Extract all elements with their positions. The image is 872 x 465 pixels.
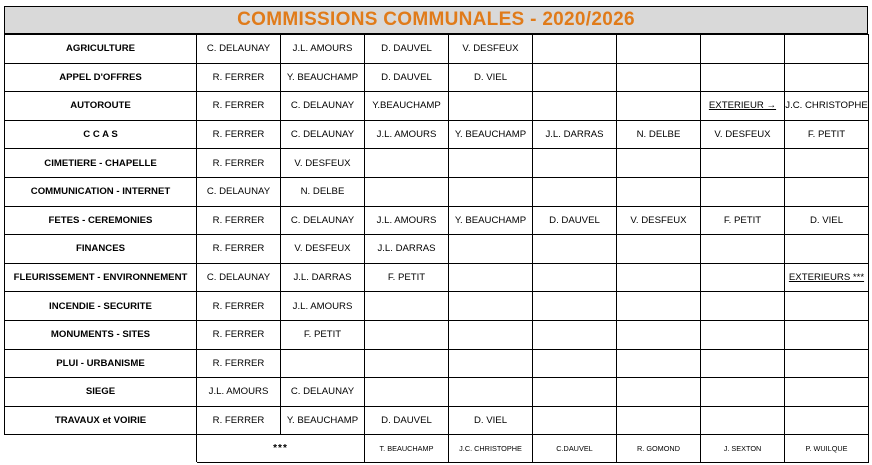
- member-cell: [701, 177, 785, 206]
- member-cell: [617, 263, 701, 292]
- table-row: [5, 120, 869, 149]
- member-cell: [785, 406, 869, 435]
- member-cell: [617, 320, 701, 349]
- member-cell: [533, 349, 617, 378]
- commission-name: TRAVAUX et VOIRIE: [5, 406, 197, 435]
- member-cell: [281, 349, 365, 378]
- member-cell: [533, 378, 617, 407]
- table-row: [5, 378, 869, 407]
- member-cell: R. FERRER: [197, 406, 281, 435]
- member-cell: [701, 63, 785, 92]
- member-cell: D. VIEL: [449, 406, 533, 435]
- member-cell: [533, 177, 617, 206]
- member-cell: Y. BEAUCHAMP: [281, 63, 365, 92]
- member-cell: N. DELBE: [281, 177, 365, 206]
- external-member: C.DAUVEL: [533, 435, 617, 463]
- member-cell: D. DAUVEL: [365, 406, 449, 435]
- member-cell: [617, 63, 701, 92]
- commission-name: FETES - CEREMONIES: [5, 206, 197, 235]
- member-cell: [785, 292, 869, 321]
- member-cell: [617, 92, 701, 121]
- table-row: [5, 292, 869, 321]
- commission-name: PLUI - URBANISME: [5, 349, 197, 378]
- member-cell: [533, 235, 617, 264]
- member-cell: [785, 349, 869, 378]
- member-cell: R. FERRER: [197, 149, 281, 178]
- member-cell: [533, 149, 617, 178]
- member-cell: C. DELAUNAY: [281, 120, 365, 149]
- member-cell: [365, 292, 449, 321]
- member-cell: J.L. AMOURS: [281, 292, 365, 321]
- member-cell: [785, 177, 869, 206]
- commission-name: COMMUNICATION - INTERNET: [5, 177, 197, 206]
- commission-name: APPEL D'OFFRES: [5, 63, 197, 92]
- commission-name: CIMETIERE - CHAPELLE: [5, 149, 197, 178]
- member-cell: EXTERIEURS ***: [785, 263, 869, 292]
- member-cell: [533, 63, 617, 92]
- member-cell: D. VIEL: [449, 63, 533, 92]
- member-cell: C. DELAUNAY: [197, 35, 281, 64]
- member-cell: [365, 149, 449, 178]
- member-cell: [701, 149, 785, 178]
- member-cell: EXTERIEUR →: [701, 92, 785, 121]
- table-row: [5, 235, 869, 264]
- member-cell: [365, 177, 449, 206]
- member-cell: J.L. AMOURS: [281, 35, 365, 64]
- member-cell: J.L. AMOURS: [365, 206, 449, 235]
- commissions-sheet: [4, 6, 868, 463]
- member-cell: [617, 349, 701, 378]
- table-row: [5, 92, 869, 121]
- member-cell: [701, 378, 785, 407]
- member-cell: R. FERRER: [197, 206, 281, 235]
- member-cell: V. DESFEUX: [281, 149, 365, 178]
- member-cell: [701, 263, 785, 292]
- member-cell: F. PETIT: [701, 206, 785, 235]
- member-cell: J.C. CHRISTOPHE: [785, 92, 869, 121]
- table-row: [5, 349, 869, 378]
- member-cell: [449, 349, 533, 378]
- member-cell: [365, 378, 449, 407]
- member-cell: [449, 235, 533, 264]
- table-row: [5, 149, 869, 178]
- member-cell: [785, 149, 869, 178]
- member-cell: [617, 35, 701, 64]
- commission-name: AUTOROUTE: [5, 92, 197, 121]
- member-cell: [785, 235, 869, 264]
- member-cell: [701, 349, 785, 378]
- member-cell: [617, 406, 701, 435]
- member-cell: D. VIEL: [785, 206, 869, 235]
- member-cell: J.L. DARRAS: [533, 120, 617, 149]
- member-cell: [617, 292, 701, 321]
- external-member: P. WUILQUE: [785, 435, 869, 463]
- member-cell: [701, 292, 785, 321]
- member-cell: [701, 406, 785, 435]
- commission-name: MONUMENTS - SITES: [5, 320, 197, 349]
- member-cell: C. DELAUNAY: [197, 177, 281, 206]
- commission-name: AGRICULTURE: [5, 35, 197, 64]
- member-cell: [785, 320, 869, 349]
- member-cell: C. DELAUNAY: [197, 263, 281, 292]
- member-cell: [449, 263, 533, 292]
- commission-name: FLEURISSEMENT - ENVIRONNEMENT: [5, 263, 197, 292]
- table-row: [5, 177, 869, 206]
- commission-name: SIEGE: [5, 378, 197, 407]
- member-cell: Y.BEAUCHAMP: [365, 92, 449, 121]
- table-row: [5, 206, 869, 235]
- footer-row: [5, 435, 869, 463]
- member-cell: R. FERRER: [197, 235, 281, 264]
- page-title: COMMISSIONS COMMUNALES - 2020/2026: [4, 6, 868, 34]
- footer-blank: [5, 435, 197, 463]
- member-cell: J.L. AMOURS: [197, 378, 281, 407]
- member-cell: [449, 378, 533, 407]
- member-cell: R. FERRER: [197, 63, 281, 92]
- member-cell: J.L. DARRAS: [365, 235, 449, 264]
- member-cell: V. DESFEUX: [701, 120, 785, 149]
- member-cell: C. DELAUNAY: [281, 206, 365, 235]
- member-cell: [533, 406, 617, 435]
- table-row: [5, 320, 869, 349]
- external-member: R. GOMOND: [617, 435, 701, 463]
- member-cell: J.L. DARRAS: [281, 263, 365, 292]
- table-row: [5, 406, 869, 435]
- member-cell: [617, 177, 701, 206]
- member-cell: [533, 292, 617, 321]
- member-cell: V. DESFEUX: [617, 206, 701, 235]
- member-cell: [617, 149, 701, 178]
- member-cell: F. PETIT: [785, 120, 869, 149]
- external-member: J.C. CHRISTOPHE: [449, 435, 533, 463]
- member-cell: R. FERRER: [197, 349, 281, 378]
- member-cell: R. FERRER: [197, 92, 281, 121]
- member-cell: [533, 92, 617, 121]
- member-cell: D. DAUVEL: [365, 63, 449, 92]
- member-cell: [785, 35, 869, 64]
- member-cell: [449, 292, 533, 321]
- member-cell: [701, 235, 785, 264]
- member-cell: [533, 263, 617, 292]
- external-member: T. BEAUCHAMP: [365, 435, 449, 463]
- member-cell: F. PETIT: [365, 263, 449, 292]
- member-cell: [701, 320, 785, 349]
- member-cell: V. DESFEUX: [281, 235, 365, 264]
- member-cell: D. DAUVEL: [533, 206, 617, 235]
- table-row: [5, 63, 869, 92]
- member-cell: [701, 35, 785, 64]
- member-cell: F. PETIT: [281, 320, 365, 349]
- commission-name: C C A S: [5, 120, 197, 149]
- member-cell: D. DAUVEL: [365, 35, 449, 64]
- member-cell: [617, 378, 701, 407]
- commissions-rows: [5, 35, 869, 463]
- member-cell: J.L. AMOURS: [365, 120, 449, 149]
- footer-marker: ***: [197, 435, 365, 463]
- commissions-table: [4, 34, 869, 463]
- member-cell: [365, 349, 449, 378]
- member-cell: N. DELBE: [617, 120, 701, 149]
- member-cell: V. DESFEUX: [449, 35, 533, 64]
- member-cell: [785, 63, 869, 92]
- table-row: [5, 35, 869, 64]
- member-cell: [533, 320, 617, 349]
- commission-name: INCENDIE - SECURITE: [5, 292, 197, 321]
- table-row: [5, 263, 869, 292]
- member-cell: [533, 35, 617, 64]
- member-cell: [617, 235, 701, 264]
- member-cell: R. FERRER: [197, 120, 281, 149]
- member-cell: R. FERRER: [197, 320, 281, 349]
- member-cell: Y. BEAUCHAMP: [281, 406, 365, 435]
- member-cell: C. DELAUNAY: [281, 378, 365, 407]
- member-cell: [449, 320, 533, 349]
- member-cell: C. DELAUNAY: [281, 92, 365, 121]
- member-cell: [365, 320, 449, 349]
- commission-name: FINANCES: [5, 235, 197, 264]
- member-cell: [449, 149, 533, 178]
- member-cell: [785, 378, 869, 407]
- external-member: J. SEXTON: [701, 435, 785, 463]
- member-cell: R. FERRER: [197, 292, 281, 321]
- member-cell: [449, 177, 533, 206]
- member-cell: [449, 92, 533, 121]
- member-cell: Y. BEAUCHAMP: [449, 120, 533, 149]
- member-cell: Y. BEAUCHAMP: [449, 206, 533, 235]
